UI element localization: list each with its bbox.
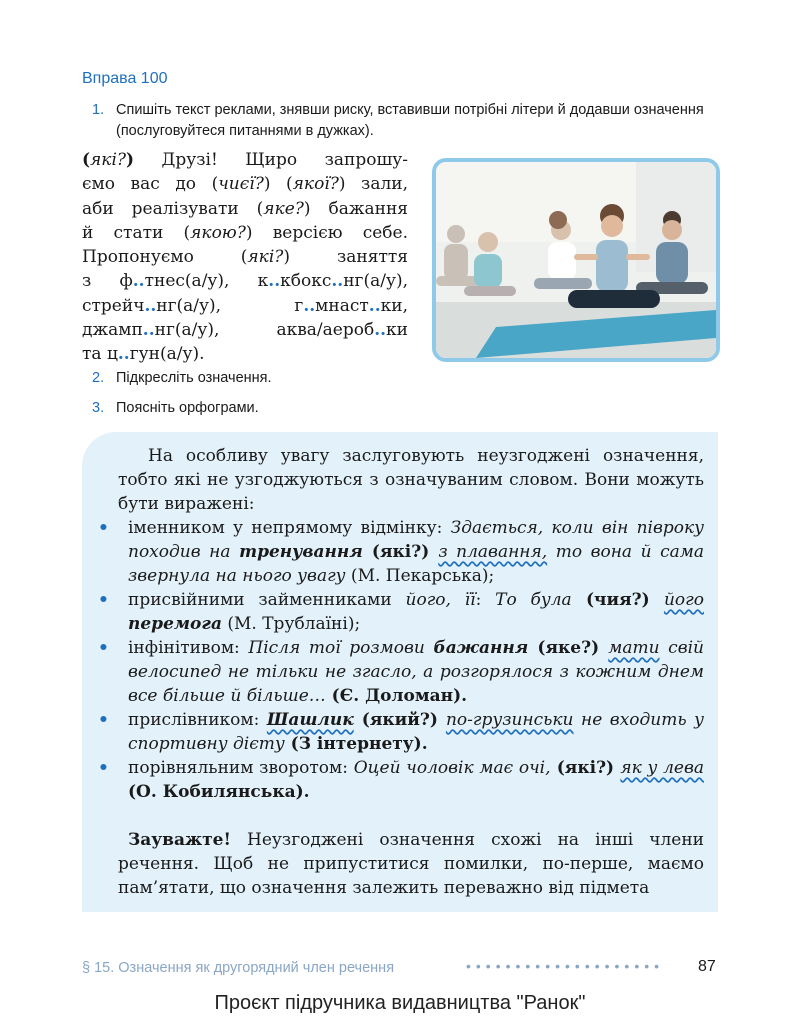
rule-item: • інфінітивом: Після тої розмови бажання (яке?) мати свій велосипед не тільки не згасло, а розгорялося з кожним днем все більше й більше… (Є. Доломан). (98, 638, 704, 706)
rule-list (98, 516, 705, 804)
task-2 (92, 368, 272, 389)
ad-line: з ф..тнес(а/у), к..кбокс..нг(а/у), (82, 271, 408, 292)
rule-box (98, 444, 705, 900)
ad-line: (які?) Друзі! Щиро запрошу- (82, 150, 408, 170)
ad-line: Пропонуємо (які?) заняття (82, 247, 408, 268)
task-number: 1. (92, 102, 105, 118)
rule-item: • прислівником: Шашлик (який?) по-грузинськи не входить у спортивну дієту (З інтернету). (98, 710, 704, 754)
rule-item: • іменником у непрямому відмінку: Здається, коли він півроку походив на тренування (які?) з плавання, то вона й сама звернула на нього увагу (М. Пекарська); (98, 518, 705, 586)
footer-section-title: § 15. Означення як другорядний член речення (82, 960, 395, 976)
note-text: Неузгоджені означення схожі на інші члени речення. Щоб не припуститися помилки, по-перше, маємо пам’ятати, що означення залежить переважно від підмета (118, 830, 704, 898)
rule-item: • порівняльним зворотом: Оцей чоловік має очі, (які?) як у лева (О. Кобилянська). (98, 758, 704, 802)
bullet-icon: • (98, 758, 109, 778)
rule-item: • присвійними займенниками його, її: То була (чия?) його перемога (М. Трублаїні); (98, 590, 704, 634)
bullet-icon: • (98, 710, 109, 730)
yoga-class-photo (432, 158, 720, 362)
bullet-icon: • (98, 638, 109, 658)
task-number: 3. (92, 400, 105, 416)
task-3 (92, 398, 259, 419)
watermark: Проєкт підручника видавництва "Ранок" (214, 992, 586, 1014)
ad-line: ємо вас до (чиєї?) (якої?) зали, (82, 174, 408, 195)
ad-line: й стати (якою?) версією себе. (82, 222, 408, 243)
page-number: 87 (698, 958, 716, 975)
bullet-icon: • (98, 590, 109, 610)
footer-dots: •••••••••••••••••••• (466, 958, 665, 974)
bullet-icon: • (98, 518, 109, 538)
task-number: 2. (92, 370, 105, 386)
ad-line: джамп..нг(а/у), аква/аероб..ки (82, 320, 408, 341)
yoga-illustration (436, 162, 716, 358)
task-1 (92, 100, 718, 142)
ad-line: аби реалізувати (яке?) бажання (82, 198, 408, 219)
task-text: Спишіть текст реклами, знявши риску, вставивши потрібні літери й додавши означення (послуговуйтеся питаннями в дужках). (116, 102, 704, 139)
note-label: Зауважте! (128, 830, 231, 850)
task-text: Підкресліть означення. (116, 370, 272, 386)
ad-line: та ц..гун(а/у). (82, 344, 205, 365)
note (118, 828, 704, 900)
rule-intro: На особливу увагу заслуговують неузгоджені означення, тобто які не узгоджуються з означуваним словом. Вони можуть бути виражені: (118, 446, 704, 514)
ad-text (82, 148, 408, 367)
exercise-title: Вправа 100 (82, 70, 168, 87)
ad-line: стрейч..нг(а/у), г..мнаст..ки, (82, 295, 408, 316)
task-text: Поясніть орфограми. (116, 400, 259, 416)
